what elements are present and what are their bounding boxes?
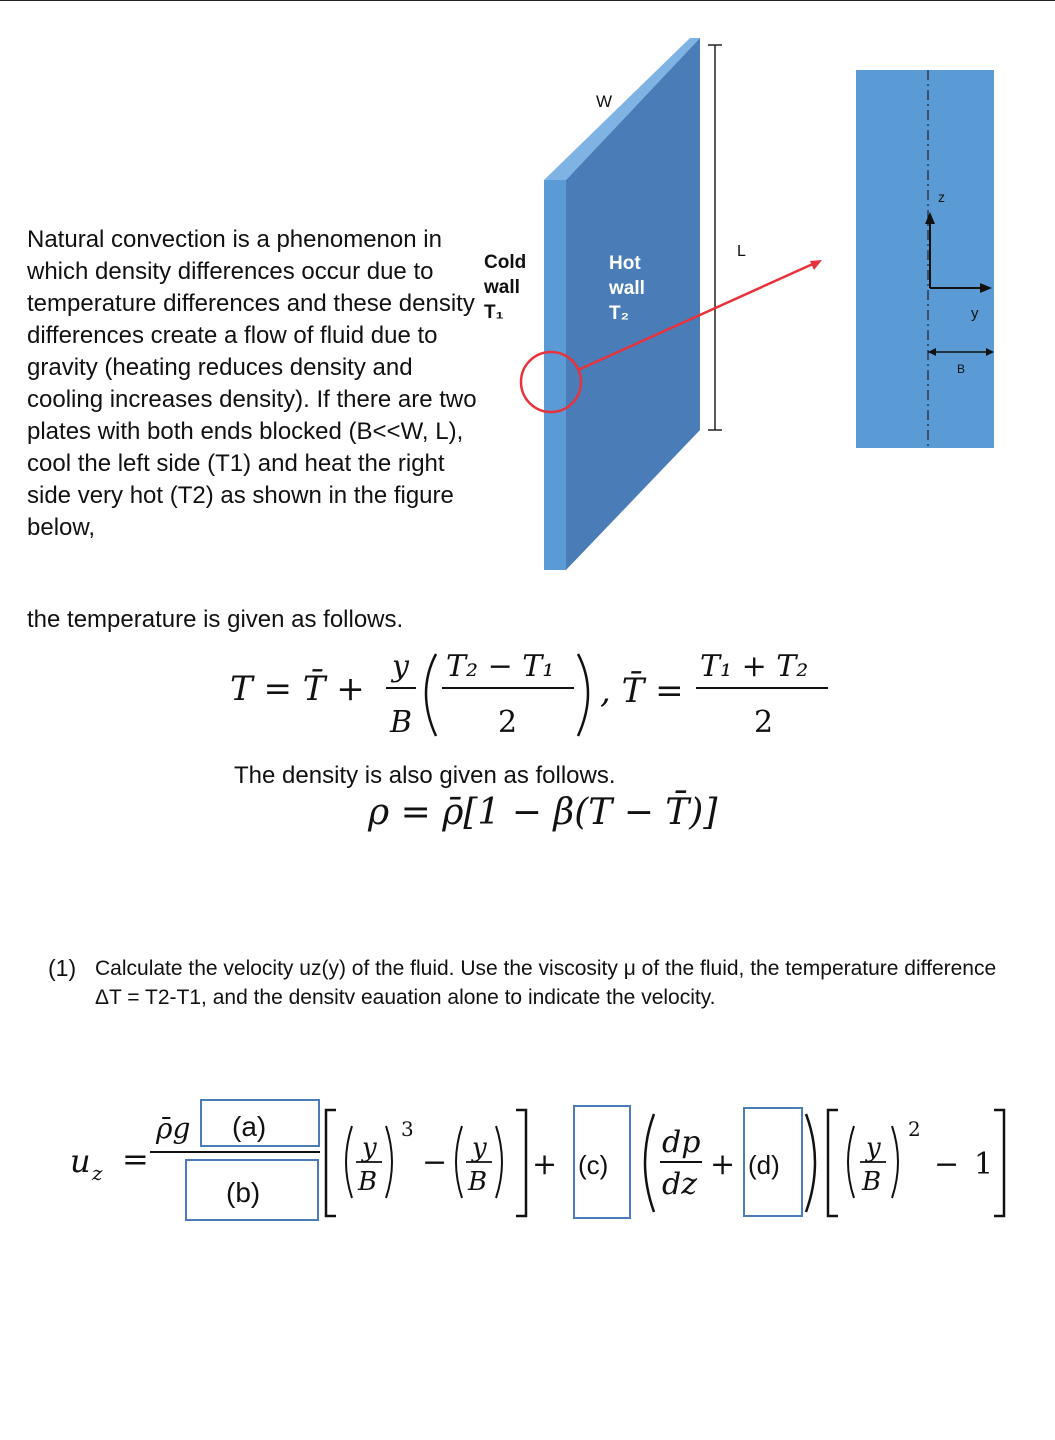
cold-wall-label-2: wall xyxy=(484,277,520,298)
box-d-label: (d) xyxy=(748,1150,780,1180)
temp-tbar-eq: , T̄ = xyxy=(600,671,684,711)
density-intro: The density is also given as follows. xyxy=(234,762,616,789)
density-equation: ρ = ρ̄[1 − β(T − T̄)] xyxy=(368,792,718,833)
pointer-arrowhead xyxy=(810,260,822,270)
minus-1: − xyxy=(422,1145,448,1180)
dp-label: dp xyxy=(662,1125,701,1160)
dz-label: dz xyxy=(662,1167,698,1202)
temp-rhs-den: 2 xyxy=(754,705,774,740)
temp-lhs: T = T̄ + xyxy=(230,669,365,709)
l-label: L xyxy=(737,243,746,260)
hot-wall-temp: T₂ xyxy=(609,303,630,324)
plus-2: + xyxy=(710,1147,736,1182)
plate-main-face xyxy=(566,38,700,570)
frac1-B: B xyxy=(358,1167,378,1197)
uz-lhs: u xyxy=(70,1142,91,1180)
temp-frac-num: T₂ − T₁ xyxy=(446,649,555,684)
box-b-label: (b) xyxy=(226,1177,261,1208)
plus-1: + xyxy=(532,1147,558,1182)
b-label: B xyxy=(957,362,966,376)
uz-subscript: z xyxy=(92,1161,103,1185)
temp-frac-den: 2 xyxy=(498,705,518,740)
temp-rhs-num: T₁ + T₂ xyxy=(700,649,809,684)
box-c-label: (c) xyxy=(578,1150,609,1180)
question-block xyxy=(48,954,1008,1012)
exp-3: 3 xyxy=(401,1117,414,1141)
hot-wall-label-2: wall xyxy=(609,278,645,299)
intro-paragraph: Natural convection is a phenomenon in which density differences occur due to temperature differences and these density differences create a flow of fluid due to gravity (heating reduces density and cooling increases density). If there are two plates with both ends blocked (B<<W, L), cool the left side (T1) and heat the right side very hot (T2) as shown in the figure below, xyxy=(27,226,477,541)
cold-wall-temp: T₁ xyxy=(484,302,504,323)
rho-g: ρ̄g xyxy=(156,1112,191,1145)
frac2-B: B xyxy=(468,1167,488,1197)
question-number: (1) xyxy=(48,955,77,981)
one: 1 xyxy=(974,1147,994,1182)
temperature-equation xyxy=(0,636,1055,756)
frac3-B: B xyxy=(862,1167,882,1197)
velocity-equation xyxy=(0,1090,1055,1240)
question-text: Calculate the velocity uz(y) of the fluid. Use the viscosity μ of the fluid, the temperature difference ΔT = T2-T1, and the densitv eauation alone to indicate the velocity. xyxy=(95,957,997,1009)
hot-wall-label-1: Hot xyxy=(609,253,641,274)
frac3-y: y xyxy=(866,1133,881,1163)
temperature-intro: the temperature is given as follows. xyxy=(27,606,404,633)
plate-side-face xyxy=(544,180,566,570)
frac1-y: y xyxy=(362,1133,377,1163)
frac2-y: y xyxy=(472,1133,487,1163)
plates-figure xyxy=(0,0,1055,600)
box-a-label: (a) xyxy=(232,1111,267,1142)
y-label: y xyxy=(971,305,979,322)
cold-wall-label-1: Cold xyxy=(484,252,527,273)
w-label: W xyxy=(596,92,613,111)
detail-gap-view xyxy=(856,70,994,448)
z-label: z xyxy=(938,189,945,205)
exp-2: 2 xyxy=(908,1117,921,1141)
temp-y: y xyxy=(392,649,409,684)
minus-2: − xyxy=(934,1147,960,1182)
temp-B: B xyxy=(390,705,413,740)
uz-equals: = xyxy=(122,1140,149,1178)
